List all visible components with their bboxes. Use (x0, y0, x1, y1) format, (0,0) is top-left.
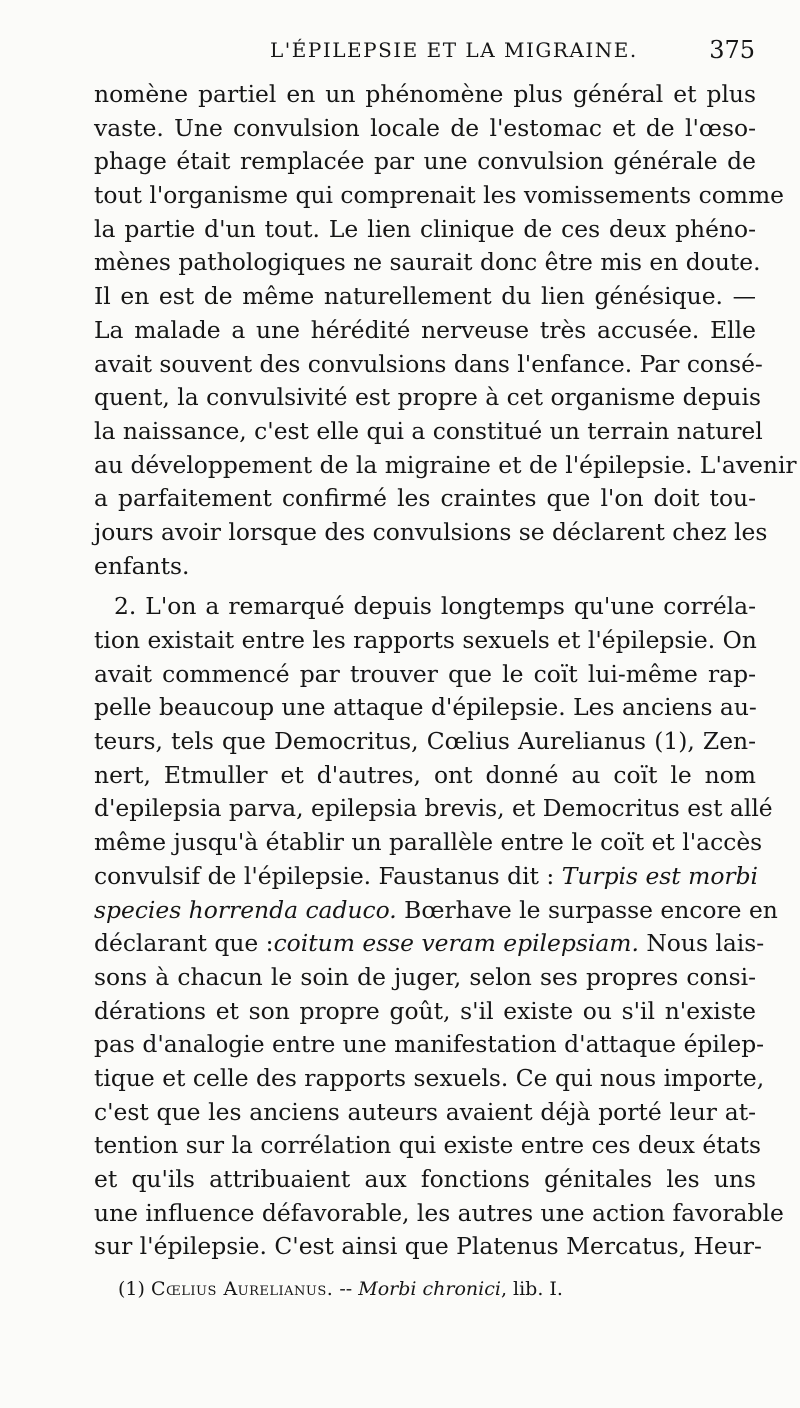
running-title: L'ÉPILEPSIE ET LA MIGRAINE. (270, 38, 638, 62)
paragraph-gap (94, 583, 756, 590)
text-segment: déclarant que : (94, 929, 274, 958)
text-line: a parfaitement confirmé les craintes que l'on doit tou- (94, 484, 756, 513)
italic-quote: coitum esse veram epilepsiam. (273, 929, 639, 958)
footnote-work: Morbi chronici (358, 1278, 501, 1300)
text-line: nomène partiel en un phénomène plus général et plus (94, 80, 756, 108)
text-line (94, 860, 759, 894)
text-line: tion existait entre les rapports sexuels et l'épilepsie. On (94, 626, 757, 654)
body-text (94, 78, 797, 1264)
text-line: jours avoir lorsque des convulsions se déclarent chez les (94, 517, 768, 546)
page-number: 375 (709, 36, 755, 64)
footnote-author: Cœlius Aurelianus. (150, 1278, 334, 1300)
text-line: enfants. (94, 551, 190, 580)
running-head (95, 38, 755, 68)
text-line: La malade a une hérédité nerveuse très accusée. Elle (94, 315, 756, 344)
text-line: la naissance, c'est elle qui a constitué un terrain naturel (94, 416, 763, 445)
text-line: sur l'épilepsie. C'est ainsi que Platenus Mercatus, Heur- (94, 1232, 762, 1261)
text-line: tique et celle des rapports sexuels. Ce qui nous importe, (94, 1063, 765, 1092)
footnote-ref: , lib. I. (500, 1278, 563, 1300)
text-segment: Nous lais- (638, 929, 765, 958)
text-line: tention sur la corrélation qui existe entre ces deux états (94, 1131, 761, 1160)
italic-quote: Turpis est morbi (561, 861, 759, 890)
text-line: une influence défavorable, les autres une action favorable (94, 1198, 784, 1227)
paragraph-2 (94, 590, 784, 1264)
italic-quote: species horrenda caduco. (94, 895, 397, 924)
text-line: dérations et son propre goût, s'il existe ou s'il n'existe (94, 996, 756, 1025)
text-line (94, 894, 778, 928)
text-line: pelle beaucoup une attaque d'épilepsie. Les anciens au- (94, 693, 757, 722)
text-line: au développement de la migraine et de l'épilepsie. L'avenir (94, 450, 797, 479)
text-line: phage était remplacée par une convulsion générale de (94, 147, 756, 176)
text-line: et qu'ils attribuaient aux fonctions génitales les uns (94, 1165, 756, 1193)
footnote-dash: -- (333, 1278, 359, 1300)
text-line: Il en est de même naturellement du lien génésique. — (94, 282, 756, 311)
paragraph-1 (94, 78, 797, 583)
text-line (94, 927, 765, 961)
text-line: mènes pathologiques ne saurait donc être mis en doute. (94, 248, 761, 277)
text-line: nert, Etmuller et d'autres, ont donné au coït le nom (94, 760, 756, 789)
text-line: vaste. Une convulsion locale de l'estomac et de l'œso- (94, 113, 756, 142)
text-line: sons à chacun le soin de juger, selon ses propres consi- (94, 962, 756, 991)
text-line: avait commencé par trouver que le coït lui-même rap- (94, 659, 756, 688)
text-segment: convulsif de l'épilepsie. Faustanus dit : (94, 861, 562, 890)
footnote (118, 1277, 563, 1301)
text-line: avait souvent des convulsions dans l'enfance. Par consé- (94, 349, 763, 378)
text-line: quent, la convulsivité est propre à cet organisme depuis (94, 383, 761, 412)
text-line: 2. L'on a remarqué depuis longtemps qu'une corréla- (114, 592, 756, 621)
text-line: même jusqu'à établir un parallèle entre le coït et l'accès (94, 828, 763, 857)
text-line: pas d'analogie entre une manifestation d'attaque épilep- (94, 1030, 765, 1059)
text-line: teurs, tels que Democritus, Cœlius Aurelianus (1), Zen- (94, 727, 756, 756)
text-line: tout l'organisme qui comprenait les vomissements comme (94, 181, 785, 210)
text-line: la partie d'un tout. Le lien clinique de ces deux phéno- (94, 214, 756, 243)
footnote-marker: (1) (118, 1278, 151, 1300)
text-line: d'epilepsia parva, epilepsia brevis, et Democritus est allé (94, 794, 773, 823)
text-segment: Bœrhave le surpasse encore en (396, 895, 778, 924)
text-line: c'est que les anciens auteurs avaient déjà porté leur at- (94, 1097, 756, 1126)
